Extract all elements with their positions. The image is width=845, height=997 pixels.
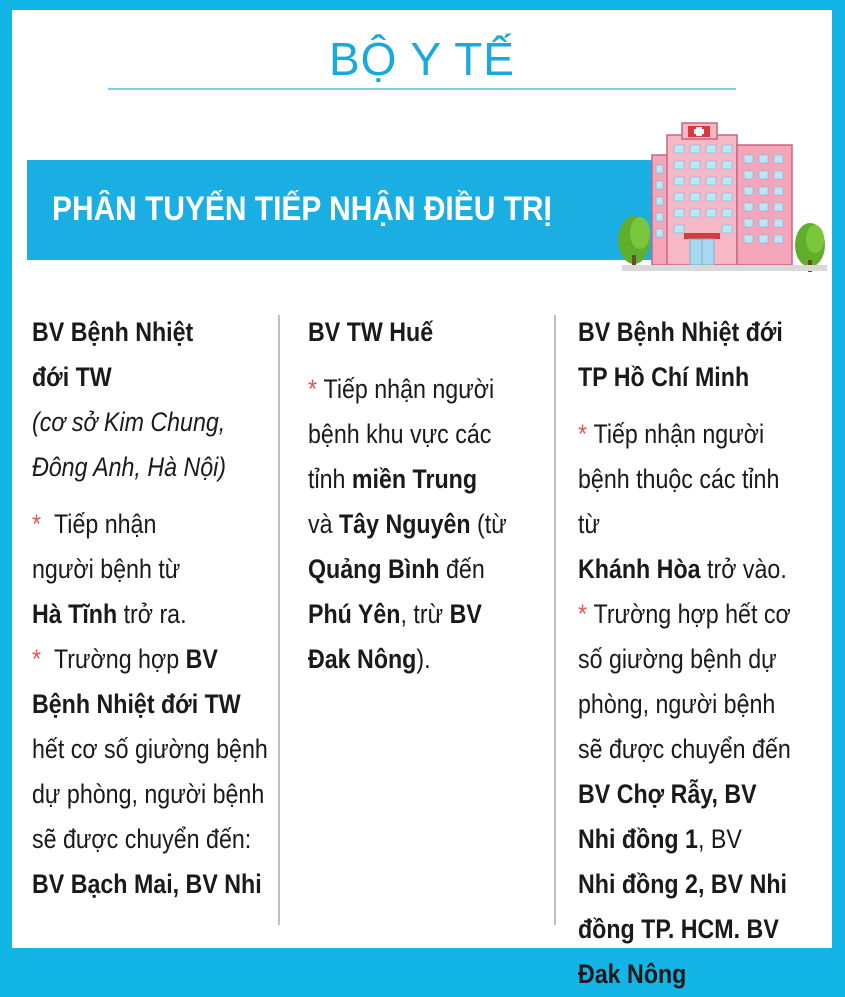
text-line: bệnh khu vực các (308, 419, 492, 449)
text-line: số giường bệnh dự (578, 644, 777, 674)
title-underline (108, 88, 736, 90)
text-line: bệnh thuộc các tỉnh từ (578, 464, 780, 539)
column-divider (278, 315, 280, 925)
column-subtitle: (cơ sở Kim Chung, (32, 407, 226, 437)
asterisk-icon: * (578, 599, 588, 629)
text-line: Bệnh Nhiệt đới TW (32, 689, 241, 719)
text-line: sẽ được chuyển đến: (32, 824, 252, 854)
text-line: BV Chợ Rẫy, BV (578, 779, 757, 809)
text-line: Khánh Hòa trở vào. (578, 554, 787, 584)
text-line: đồng TP. HCM. BV (578, 914, 779, 944)
text-line: * Trường hợp BV (32, 644, 218, 674)
text-line: dự phòng, người bệnh (32, 779, 265, 809)
text-line: * Trường hợp hết cơ (578, 599, 791, 629)
column-hanoi (32, 310, 268, 907)
text-line: Đak Nông). (308, 644, 431, 674)
text-line: Quảng Bình đến (308, 554, 485, 584)
text-line: tỉnh miền Trung (308, 464, 478, 494)
text-line: Phú Yên, trừ BV (308, 599, 482, 629)
column-heading: BV TW Huế (308, 317, 434, 347)
text-line: Hà Tĩnh trở ra. (32, 599, 187, 629)
text-line: * Tiếp nhận (32, 509, 157, 539)
text-line: Đak Nông (578, 959, 687, 989)
asterisk-icon: * (308, 374, 318, 404)
column-divider (554, 315, 556, 925)
text-line: BV Bạch Mai, BV Nhi (32, 869, 262, 899)
banner-title: PHÂN TUYẾN TIẾP NHẬN ĐIỀU TRỊ (52, 190, 552, 228)
column-heading: đới TW (32, 362, 112, 392)
column-hue (308, 310, 507, 682)
column-subtitle: Đông Anh, Hà Nội) (32, 452, 227, 482)
hospital-illustration (612, 115, 832, 280)
page-title: BỘ Y TẾ (329, 33, 515, 85)
text-line: Nhi đồng 1, BV (578, 824, 742, 854)
column-heading: TP Hồ Chí Minh (578, 362, 750, 392)
asterisk-icon: * (32, 509, 42, 539)
text-line: * Tiếp nhận người (308, 374, 495, 404)
asterisk-icon: * (32, 644, 42, 674)
column-heading: BV Bệnh Nhiệt đới (578, 317, 783, 347)
text-line: hết cơ số giường bệnh (32, 734, 268, 764)
column-heading: BV Bệnh Nhiệt (32, 317, 194, 347)
asterisk-icon: * (578, 419, 588, 449)
text-line: phòng, người bệnh (578, 689, 776, 719)
text-line: và Tây Nguyên (từ (308, 509, 507, 539)
text-line: * Tiếp nhận người (578, 419, 765, 449)
text-line: Nhi đồng 2, BV Nhi (578, 869, 787, 899)
column-hcmc (578, 310, 796, 997)
text-line: sẽ được chuyển đến (578, 734, 791, 764)
infographic-card (12, 10, 832, 989)
text-line: người bệnh từ (32, 554, 181, 584)
